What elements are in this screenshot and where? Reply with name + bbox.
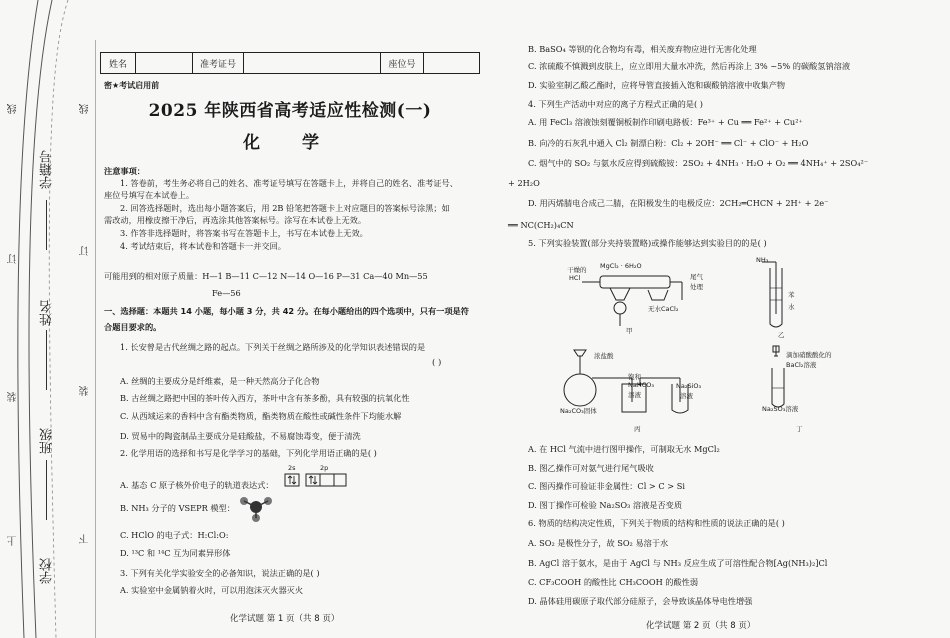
fig-label: Na₂CO₃固体: [560, 407, 597, 415]
q1-option-a[interactable]: A. 丝绸的主要成分是纤维素，是一种天然高分子化合物: [120, 376, 320, 386]
notice-title: 注意事项：: [104, 166, 145, 176]
fig-caption-yi: 乙: [778, 331, 785, 339]
q4-option-c-cont: + 2H₂O: [508, 178, 540, 188]
exam-subject: 化 学: [243, 133, 337, 153]
apparatus-yi: [756, 254, 806, 334]
underline-name: [46, 330, 47, 390]
candidate-info-box: [100, 52, 480, 74]
fig-label: 溶液: [680, 392, 693, 400]
exam-title: 2025 年陕西省高考适应性检测(一): [148, 101, 432, 121]
fig-label: NaHCO₃: [628, 381, 654, 389]
footer-page-1: 化学试题 第 1 页（共 8 页）: [230, 614, 340, 624]
underline-class: [46, 460, 47, 520]
q6-option-d[interactable]: D. 晶体硅用碳原子取代部分硅原子，会导致该晶体导电性增强: [528, 596, 753, 606]
cut-mark: 装: [80, 386, 91, 396]
notice-line: 1. 答卷前，考生务必将自己的姓名、准考证号填写在答题卡上，并将自己的姓名、准考证号、: [120, 178, 458, 188]
q1-stem: 1. 长安曾是古代丝绸之路的起点。下列关于丝绸之路所涉及的化学知识表述错误的是: [120, 342, 426, 352]
q5-option-b[interactable]: B. 图乙操作可对氨气进行尾气吸收: [528, 463, 654, 473]
fig-label: NH₃: [756, 256, 769, 264]
vsepr-model-icon: [236, 495, 276, 523]
q1-answer-paren: ( ): [432, 358, 442, 368]
fig-label: 无水CaCl₂: [648, 305, 679, 313]
section-heading: 一、选择题：本题共 14 小题，每小题 3 分，共 42 分。在每小题给出的四个选项中，只有一项是符: [104, 306, 469, 316]
q1-option-b[interactable]: B. 古丝绸之路把中国的茶叶传入西方，茶叶中含有茶多酚，具有较强的抗氧化性: [120, 393, 410, 403]
fig-label: 处理: [690, 283, 703, 291]
label-student-id: 学籍号: [40, 150, 55, 189]
q5-option-d[interactable]: D. 图丁操作可检验 Na₂SO₃ 溶液是否变质: [528, 500, 683, 510]
q1-option-c[interactable]: C. 从西域运来的香料中含有酯类物质，酯类物质在酸性或碱性条件下均能水解: [120, 411, 402, 421]
notice-line: 3. 作答非选择题时，将答案书写在答题卡上，书写在本试卷上无效。: [120, 228, 368, 238]
fig-label: 浓盐酸: [594, 352, 614, 360]
q6-option-a[interactable]: A. SO₂ 是极性分子，故 SO₂ 易溶于水: [528, 538, 669, 548]
footer-page-2: 化学试题 第 2 页（共 8 页）: [646, 621, 756, 631]
q2-option-c[interactable]: C. HClO 的电子式：H:Cl:O:: [120, 530, 229, 540]
cut-mark: 订: [80, 246, 91, 256]
q5-stem: 5. 下列实验装置(部分夹持装置略)或操作能够达到实验目的的是( ): [528, 238, 767, 248]
label-name: 姓名: [40, 300, 55, 326]
fig-label: Na₂SiO₃: [676, 382, 702, 390]
q4-stem: 4. 下列生产活动中对应的离子方程式正确的是( ): [528, 99, 703, 109]
q1-option-d[interactable]: D. 贸易中的陶瓷制品主要成分是硅酸盐，不易腐蚀毒变，便于清洗: [120, 431, 361, 441]
notice-line: 4. 考试结束后，将本试卷和答题卡一并交回。: [120, 241, 286, 251]
orbital-diagram: [284, 472, 348, 488]
orbital-2p-label: 2p: [320, 464, 329, 472]
cut-mark: 装: [8, 392, 19, 402]
q2-option-a[interactable]: A. 基态 C 原子核外价电子的轨道表达式：: [120, 480, 274, 490]
info-name-field[interactable]: [136, 53, 193, 73]
underline-student-id: [46, 200, 47, 250]
section-heading-cont: 合题目要求的。: [104, 322, 162, 332]
fig-label: 溶液: [628, 391, 641, 399]
q3-stem: 3. 下列有关化学实验安全的必备知识，说法正确的是( ): [120, 568, 320, 578]
notice-line: 座位号填写在本试卷上。: [104, 190, 195, 200]
q3-option-d[interactable]: D. 实验室制乙酸乙酯时，应将导管直接插入饱和碳酸钠溶液中收集产物: [528, 80, 786, 90]
fig-caption-jia: 甲: [626, 327, 633, 335]
q2-option-d[interactable]: D. ¹³C 和 ¹⁴C 互为同素异形体: [120, 548, 231, 558]
q3-option-b[interactable]: B. BaSO₄ 等钡的化合物均有毒，相关废弃物应进行无害化处理: [528, 44, 757, 54]
atomic-masses-cont: Fe—56: [212, 288, 241, 298]
fig-caption-ding: 丁: [796, 425, 803, 433]
q2-stem: 2. 化学用语的选择和书写是化学学习的基础，下列化学用语正确的是( ): [120, 448, 377, 458]
fig-label: MgCl₂ · 6H₂O: [600, 262, 642, 270]
q3-option-a[interactable]: A. 实验室中金属钠着火时，可以用泡沫灭火器灭火: [120, 585, 304, 595]
info-name-label: 姓名: [101, 53, 136, 73]
orbital-2s-label: 2s: [288, 464, 296, 472]
q6-option-c[interactable]: C. CF₃COOH 的酸性比 CH₃COOH 的酸性弱: [528, 577, 699, 587]
fig-label: HCl: [569, 274, 581, 282]
atomic-masses: 可能用到的相对原子质量：H—1 B—11 C—12 N—14 O—16 P—31 Ca—40 Mn—55: [104, 271, 428, 281]
q6-option-b[interactable]: B. AgCl 溶于氨水，是由于 AgCl 与 NH₃ 反应生成了可溶性配合物[Ag(NH₃)₂]Cl: [528, 558, 828, 568]
info-seat-field[interactable]: [424, 53, 479, 73]
q5-option-a[interactable]: A. 在 HCl 气流中进行图甲操作，可制取无水 MgCl₂: [528, 444, 720, 454]
notice-line: 需改动，用橡皮擦干净后，再选涂其他答案标号。涂写在本试卷上无效。: [104, 215, 367, 225]
cut-mark: 订: [8, 254, 19, 264]
fig-label: 饱和: [628, 373, 641, 381]
fig-label: 干燥的: [567, 266, 587, 274]
q4-option-b[interactable]: B. 向冷的石灰乳中通入 Cl₂ 制漂白粉：Cl₂ + 2OH⁻ ══ Cl⁻ + ClO⁻ + H₂O: [528, 138, 809, 148]
cut-mark: 线: [80, 104, 91, 114]
label-school: 学校: [40, 558, 55, 584]
q2-option-b[interactable]: B. NH₃ 分子的 VSEPR 模型：: [120, 503, 235, 513]
q4-option-a[interactable]: A. 用 FeCl₃ 溶液蚀刻覆铜板制作印刷电路板：Fe³⁺ + Cu ══ Fe²⁺ + Cu²⁺: [528, 117, 803, 127]
cut-mark: 线: [8, 104, 19, 114]
q3-option-c[interactable]: C. 浓硫酸不慎溅到皮肤上，应立即用大量水冲洗，然后再涂上 3% ~5% 的碳酸氢钠溶液: [528, 61, 851, 71]
q6-stem: 6. 物质的结构决定性质，下列关于物质的结构和性质的说法正确的是( ): [528, 518, 785, 528]
fig-label: BaCl₂溶液: [786, 361, 817, 369]
notice-line: 2. 回答选择题时，选出每小题答案后，用 2B 铅笔把答题卡上对应题目的答案标号涂黑；如: [120, 203, 450, 213]
fig-caption-bing: 丙: [634, 425, 641, 433]
fig-label: 滴加硝酸酸化的: [786, 351, 832, 359]
q4-option-d[interactable]: D. 用丙烯腈电合成己二腈，在阳极发生的电极反应：2CH₂═CHCN + 2H⁺ + 2e⁻: [528, 198, 829, 208]
cut-mark: 上: [8, 536, 19, 546]
label-class: 班级: [40, 428, 55, 454]
q5-option-c[interactable]: C. 图丙操作可验证非金属性：Cl > C > Si: [528, 481, 685, 491]
fig-label: 尾气: [690, 273, 703, 281]
q4-option-c[interactable]: C. 烟气中的 SO₂ 与氨水反应得到硫酸铵：2SO₂ + 4NH₃ · H₂O + O₂ ══ 4NH₄⁺ + 2SO₄²⁻: [528, 158, 869, 168]
q4-option-d-cont: ══ NC(CH₂)₄CN: [508, 220, 574, 230]
secret-mark: 密★考试启用前: [104, 81, 160, 90]
info-ticket-label: 准考证号: [193, 53, 244, 73]
fig-label: 水: [788, 303, 795, 311]
fig-label: Na₂SO₃溶液: [762, 405, 799, 413]
cut-mark: 下: [80, 534, 91, 544]
info-ticket-field[interactable]: [244, 53, 381, 73]
binding-margin: [0, 0, 96, 638]
fig-label: 苯: [788, 291, 795, 299]
info-seat-label: 座位号: [381, 53, 424, 73]
